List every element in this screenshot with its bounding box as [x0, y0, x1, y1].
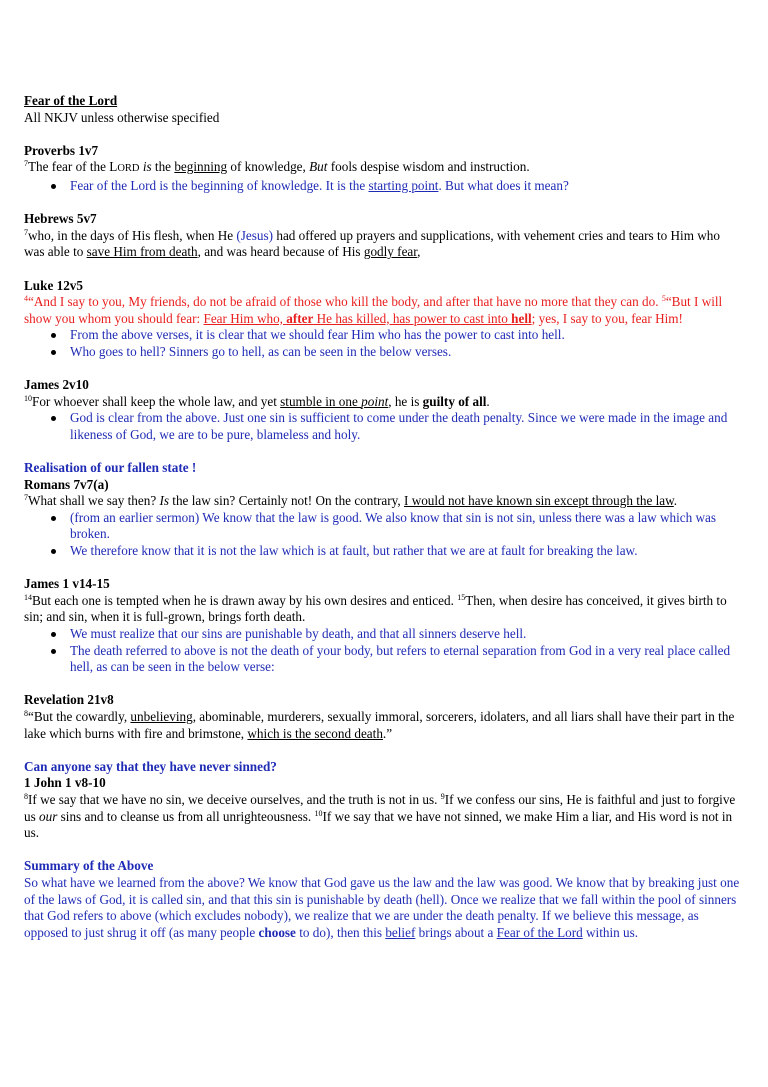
verse-james2: $^{10}$For whoever shall keep the whole law, and yet stumble in one point, he is guilty of all. — [24, 393, 490, 409]
section-summary — [24, 858, 742, 941]
verse-number: 8 — [24, 791, 28, 801]
section-romans — [24, 460, 742, 560]
ref-romans: Romans 7v7(a) — [24, 476, 109, 492]
verse-number: 5 — [661, 294, 666, 304]
verse-luke: $^4$“And I say to you, My friends, do not be afraid of those who kill the body, and after that have no more that they can do. $^5$“But I will show you whom you should fear: Fear Him who, after He has killed, has power to cast into hell; yes, I say to you, fear Him! — [24, 294, 723, 326]
bullet-dot-icon — [51, 416, 56, 421]
bullet-item: We must realize that our sins are punishable by death, and that all sinners deserve hell. — [24, 626, 742, 643]
verse-number: 15 — [457, 592, 466, 602]
bullet-item: From the above verses, it is clear that we should fear Him who has the power to cast into hell. — [24, 327, 742, 344]
ref-revelation: Revelation 21v8 — [24, 692, 114, 708]
bullet-item: We therefore know that it is not the law which is at fault, but rather that we are at fault for breaking the law. — [24, 543, 742, 560]
bullet-item: Fear of the Lord is the beginning of knowledge. It is the starting point. But what does it mean? — [24, 178, 742, 195]
bullet-dot-icon — [51, 549, 56, 554]
verse-number: 7 — [24, 227, 28, 237]
verse-number: 7 — [24, 493, 28, 503]
bullet-dot-icon — [51, 350, 56, 355]
heading-summary: Summary of the Above — [24, 858, 154, 874]
verse-number: 4 — [24, 294, 28, 304]
verse-number: 9 — [440, 791, 445, 801]
bullet-dot-icon — [51, 184, 56, 189]
verse-hebrews: $^7$who, in the days of His flesh, when He (Jesus) had offered up prayers and supplications, with vehement cries and tears to Him who was able to save Him from death, and was heard because of His godly fear, — [24, 227, 720, 260]
bullet-dot-icon — [51, 632, 56, 637]
verse-revelation: $^8$“But the cowardly, unbelieving, abominable, murderers, sexually immoral, sorcerers, idolaters, and all liars shall have their part in the lake which burns with fire and brimstone, which is the second death.” — [24, 708, 735, 741]
bullet-item: Who goes to hell? Sinners go to hell, as can be seen in the below verses. — [24, 344, 742, 361]
verse-number: 10 — [314, 808, 323, 818]
ref-1john: 1 John 1 v8-10 — [24, 775, 106, 791]
section-james1 — [24, 576, 742, 676]
verse-number: 14 — [24, 592, 32, 602]
summary-paragraph: So what have we learned from the above? We know that God gave us the law and the law was good. We know that by breaking just one of the laws of God, it is called sin, and that this sin is punishable by death (hell). Once we realize that we fall within the pool of sinners that God refers to above (which excludes nobody), we realize that we are under the death penalty. If we believe this message, as opposed to just shrug it off (as many people choose to do), then this belief brings about a Fear of the Lord within us. — [24, 874, 740, 940]
section-proverbs — [24, 143, 742, 195]
bullet-item: God is clear from the above. Just one sin is sufficient to come under the death penalty. Since we were made in the image and likeness of God, we are to be pure, blameless and holy. — [24, 410, 742, 443]
ref-luke: Luke 12v5 — [24, 277, 83, 293]
document-title: Fear of the Lord — [24, 93, 118, 108]
verse-1john: $^8$If we say that we have no sin, we deceive ourselves, and the truth is not in us. $^9$If we confess our sins, He is faithful and just to forgive us our sins and to cleanse us from all unrighteousness. $^{10}$If we say that we have not sinned, we make Him a liar, and His word is not in us. — [24, 791, 736, 841]
document-subtitle: All NKJV unless otherwise specified — [24, 109, 220, 125]
section-revelation — [24, 692, 742, 742]
verse-number: 10 — [24, 393, 32, 403]
bullet-dot-icon — [51, 333, 56, 338]
bullet-item: (from an earlier sermon) We know that the law is good. We also know that sin is not sin, unless there was a law which was broken. — [24, 510, 742, 543]
section-james2 — [24, 377, 742, 443]
ref-james1: James 1 v14-15 — [24, 576, 110, 592]
bullet-dot-icon — [51, 516, 56, 521]
verse-james1: $^{14}$But each one is tempted when he is drawn away by his own desires and enticed. $^{15}$Then, when desire has conceived, it gives birth to sin; and sin, when it is full-grown, brings forth death. — [24, 592, 727, 625]
heading-realisation: Realisation of our fallen state ! — [24, 460, 197, 476]
ref-james2: James 2v10 — [24, 377, 89, 393]
heading-sinned: Can anyone say that they have never sinned? — [24, 758, 277, 774]
verse-number: 7 — [24, 159, 28, 169]
section-hebrews — [24, 211, 742, 261]
verse-proverbs: $^7$The fear of the LORD is the beginning of knowledge, But fools despise wisdom and instruction. — [24, 159, 530, 175]
ref-hebrews: Hebrews 5v7 — [24, 211, 97, 227]
bullet-dot-icon — [51, 649, 56, 654]
verse-number: 8 — [24, 708, 28, 718]
ref-proverbs: Proverbs 1v7 — [24, 142, 99, 158]
section-luke — [24, 278, 742, 361]
section-1john — [24, 759, 742, 842]
bullet-item: The death referred to above is not the death of your body, but refers to eternal separation from God in a very real place called hell, as can be seen in the below verse: — [24, 643, 742, 676]
verse-romans: $^7$What shall we say then? Is the law sin? Certainly not! On the contrary, I would not have known sin except through the law. — [24, 493, 678, 509]
